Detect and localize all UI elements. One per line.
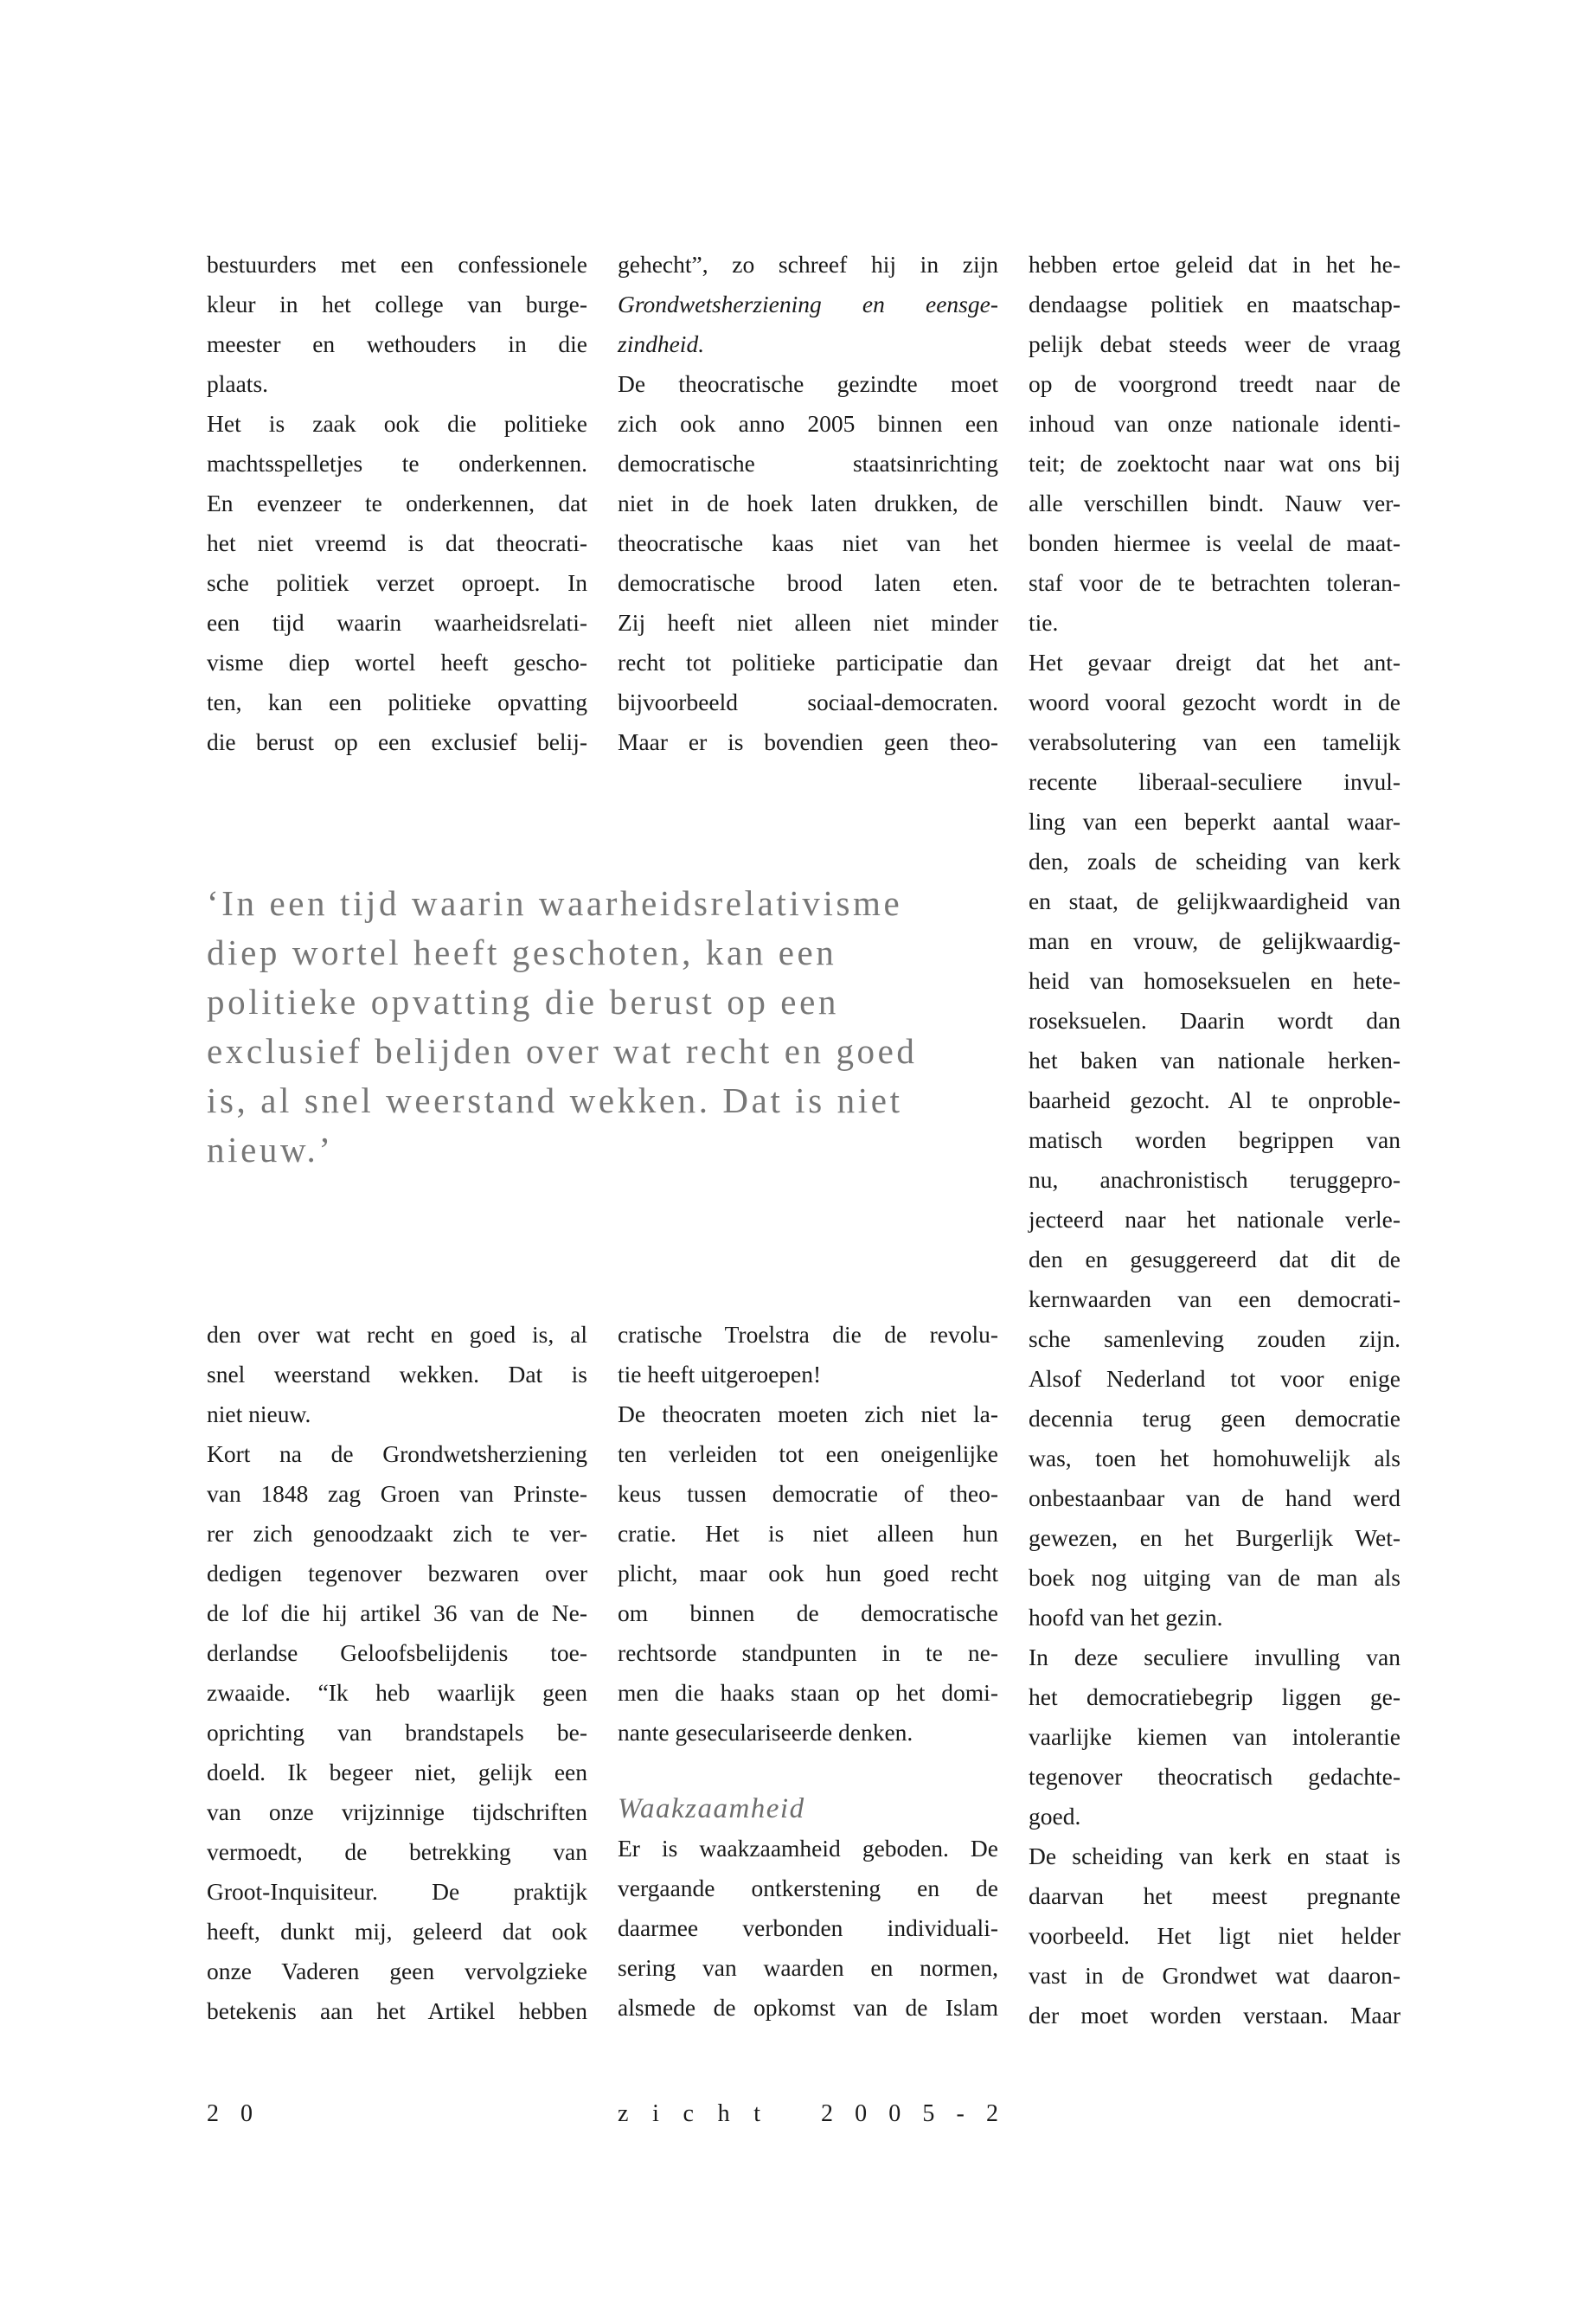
text-line: De scheiding van kerk en staat is <box>1029 1843 1401 1869</box>
text-line: plaats. <box>207 370 269 397</box>
text-line: van 1848 zag Groen van Prinste- <box>207 1480 587 1507</box>
text-line: decennia terug geen democratie <box>1029 1405 1401 1432</box>
column-3 <box>1029 245 1401 2035</box>
pull-quote <box>207 879 985 1175</box>
text-line: recente liberaal-seculiere invul- <box>1029 768 1401 795</box>
pull-quote-line: nieuw.’ <box>207 1130 334 1170</box>
text-line: boek nog uitging van de man als <box>1029 1564 1401 1591</box>
text-line: meester en wethouders in die <box>207 330 587 357</box>
text-line: het niet vreemd is dat theocrati- <box>207 529 587 556</box>
text-line: gehecht”, zo schreef hij in zijn <box>618 251 998 278</box>
text-line: woord vooral gezocht wordt in de <box>1029 689 1401 715</box>
text-line: heeft, dunkt mij, geleerd dat ook <box>207 1918 587 1945</box>
text-line: matisch worden begrippen van <box>1029 1126 1401 1153</box>
text-line: dendaagse politiek en maatschap- <box>1029 291 1401 317</box>
text-line: sche politiek verzet oproept. In <box>207 569 587 596</box>
text-line: man en vrouw, de gelijkwaardig- <box>1029 927 1401 954</box>
pull-quote-line: ‘In een tijd waarin waarheidsrelativisme <box>207 883 903 923</box>
text-line: kernwaarden van een democrati- <box>1029 1285 1401 1312</box>
text-line: vergaande ontkerstening en de <box>618 1875 998 1901</box>
text-line: baarheid gezocht. Al te onproble- <box>1029 1086 1401 1113</box>
text-line: cratie. Het is niet alleen hun <box>618 1520 998 1547</box>
text-line: plicht, maar ook hun goed recht <box>618 1560 998 1586</box>
text-line: nante geseculariseerde denken. <box>618 1719 913 1746</box>
text-line: De theocraten moeten zich niet la- <box>618 1400 998 1427</box>
text-line: democratische staatsinrichting <box>618 450 998 477</box>
text-line: jecteerd naar het nationale verle- <box>1029 1206 1401 1233</box>
text-line: En evenzeer te onderkennen, dat <box>207 490 587 516</box>
text-line: vaarlijke kiemen van intolerantie <box>1029 1723 1401 1750</box>
text-line: zindheid. <box>618 330 705 357</box>
text-line: In deze seculiere invulling van <box>1029 1644 1401 1670</box>
text-line: gewezen, en het Burgerlijk Wet- <box>1029 1524 1401 1551</box>
text-line: Kort na de Grondwetsherziening <box>207 1440 587 1467</box>
text-line: alsmede de opkomst van de Islam <box>618 1994 998 2021</box>
text-line: tie heeft uitgeroepen! <box>618 1361 822 1388</box>
text-line: nu, anachronistisch teruggepro- <box>1029 1166 1401 1193</box>
section-heading: Waakzaamheid <box>618 1793 805 1824</box>
text-line: ling van een beperkt aantal waar- <box>1029 808 1401 835</box>
column-2-section-text <box>618 1829 998 2028</box>
text-line: derlandse Geloofsbelijdenis toe- <box>207 1639 587 1666</box>
text-line: roseksuelen. Daarin wordt dan <box>1029 1007 1401 1034</box>
text-line: onze Vaderen geen vervolgzieke <box>207 1958 587 1984</box>
text-line: de lof die hij artikel 36 van de Ne- <box>207 1599 587 1626</box>
text-line: alle verschillen bindt. Nauw ver- <box>1029 490 1401 516</box>
text-line: goed. <box>1029 1803 1081 1830</box>
journal-name: z i c h t <box>618 2100 760 2127</box>
text-line: vermoedt, de betrekking van <box>207 1838 587 1865</box>
text-line: den, zoals de scheiding van kerk <box>1029 848 1401 875</box>
column-1-bottom <box>207 1315 587 2031</box>
text-line: Zij heeft niet alleen niet minder <box>618 609 998 636</box>
text-line: dedigen tegenover bezwaren over <box>207 1560 587 1586</box>
text-line: tegenover theocratisch gedachte- <box>1029 1763 1401 1790</box>
text-line: den en gesuggereerd dat dit de <box>1029 1246 1401 1272</box>
pull-quote-line: diep wortel heeft geschoten, kan een <box>207 933 837 972</box>
text-line: rechtsorde standpunten in te ne- <box>618 1639 998 1666</box>
text-line: bijvoorbeeld sociaal-democraten. <box>618 689 998 715</box>
text-line: pelijk debat steeds weer de vraag <box>1029 330 1401 357</box>
pull-quote-line: exclusief belijden over wat recht en goed <box>207 1031 918 1071</box>
text-line: ten, kan een politieke opvatting <box>207 689 587 715</box>
text-line: Het is zaak ook die politieke <box>207 410 587 437</box>
text-line: hebben ertoe geleid dat in het he- <box>1029 251 1401 278</box>
text-line: niet nieuw. <box>207 1400 311 1427</box>
text-line: ten verleiden tot een oneigenlijke <box>618 1440 998 1467</box>
column-2-top <box>618 245 998 762</box>
text-line: Groot-Inquisiteur. De praktijk <box>207 1878 587 1905</box>
text-line: het baken van nationale herken- <box>1029 1047 1401 1074</box>
column-2-bottom-text <box>618 1315 998 1753</box>
text-line: van onze vrijzinnige tijdschriften <box>207 1798 587 1825</box>
text-line: sering van waarden en normen, <box>618 1954 998 1981</box>
text-line: bestuurders met een confessionele <box>207 251 587 278</box>
text-line: oprichting van brandstapels be- <box>207 1719 587 1746</box>
text-line: bonden hiermee is veelal de maat- <box>1029 529 1401 556</box>
text-line: der moet worden verstaan. Maar <box>1029 2002 1401 2029</box>
column-2-bottom <box>618 1315 998 2028</box>
text-line: het democratiebegrip liggen ge- <box>1029 1683 1401 1710</box>
text-line: theocratische kaas niet van het <box>618 529 998 556</box>
text-line: verabsolutering van een tamelijk <box>1029 728 1401 755</box>
text-line: machtsspelletjes te onderkennen. <box>207 450 587 477</box>
text-line: hoofd van het gezin. <box>1029 1604 1223 1631</box>
text-line: recht tot politieke participatie dan <box>618 649 998 676</box>
text-line: den over wat recht en goed is, al <box>207 1321 587 1348</box>
text-line: keus tussen democratie of theo- <box>618 1480 998 1507</box>
pull-quote-line: is, al snel weerstand wekken. Dat is niet <box>207 1080 903 1120</box>
text-line: daarvan het meest pregnante <box>1029 1882 1401 1909</box>
text-line: De theocratische gezindte moet <box>618 370 998 397</box>
text-line: staf voor de te betrachten toleran- <box>1029 569 1401 596</box>
text-line: doeld. Ik begeer niet, gelijk een <box>207 1759 587 1785</box>
text-line: Maar er is bovendien geen theo- <box>618 728 998 755</box>
text-line: was, toen het homohuwelijk als <box>1029 1445 1401 1471</box>
text-line: zich ook anno 2005 binnen een <box>618 410 998 437</box>
text-line: Het gevaar dreigt dat het ant- <box>1029 649 1401 676</box>
text-line: rer zich genoodzaakt zich te ver- <box>207 1520 587 1547</box>
text-line: om binnen de democratische <box>618 1599 998 1626</box>
text-line: onbestaanbaar van de hand werd <box>1029 1484 1401 1511</box>
running-footer <box>618 2100 998 2128</box>
text-line: betekenis aan het Artikel hebben <box>207 1997 587 2024</box>
text-line: kleur in het college van burge- <box>207 291 587 317</box>
pull-quote-line: politieke opvatting die berust op een <box>207 982 839 1022</box>
text-line: Alsof Nederland tot voor enige <box>1029 1365 1401 1392</box>
text-line: sche samenleving zouden zijn. <box>1029 1325 1401 1352</box>
text-line: en staat, de gelijkwaardigheid van <box>1029 888 1401 914</box>
text-line: cratische Troelstra die de revolu- <box>618 1321 998 1348</box>
text-line: een tijd waarin waarheidsrelati- <box>207 609 587 636</box>
text-line: daarmee verbonden individuali- <box>618 1914 998 1941</box>
issue-number: 2 0 0 5 - 2 <box>821 2100 998 2127</box>
text-line: men die haaks staan op het domi- <box>618 1679 998 1706</box>
page-number: 2 0 <box>207 2100 260 2127</box>
text-line: democratische brood laten eten. <box>618 569 998 596</box>
text-line: Er is waakzaamheid geboden. De <box>618 1835 998 1862</box>
text-line: voorbeeld. Het ligt niet helder <box>1029 1922 1401 1949</box>
text-line: heid van homoseksuelen en hete- <box>1029 967 1401 994</box>
text-line: vast in de Grondwet wat daaron- <box>1029 1962 1401 1989</box>
text-line: niet in de hoek laten drukken, de <box>618 490 998 516</box>
text-line: snel weerstand wekken. Dat is <box>207 1361 587 1388</box>
text-line: die berust op een exclusief belij- <box>207 728 587 755</box>
text-line: Grondwetsherziening en eensge- <box>618 291 998 317</box>
text-line: zwaaide. “Ik heb waarlijk geen <box>207 1679 587 1706</box>
text-line: visme diep wortel heeft gescho- <box>207 649 587 676</box>
text-line: tie. <box>1029 609 1059 636</box>
text-line: op de voorgrond treedt naar de <box>1029 370 1401 397</box>
text-line: teit; de zoektocht naar wat ons bij <box>1029 450 1401 477</box>
column-1-top <box>207 245 587 762</box>
text-line: inhoud van onze nationale identi- <box>1029 410 1401 437</box>
